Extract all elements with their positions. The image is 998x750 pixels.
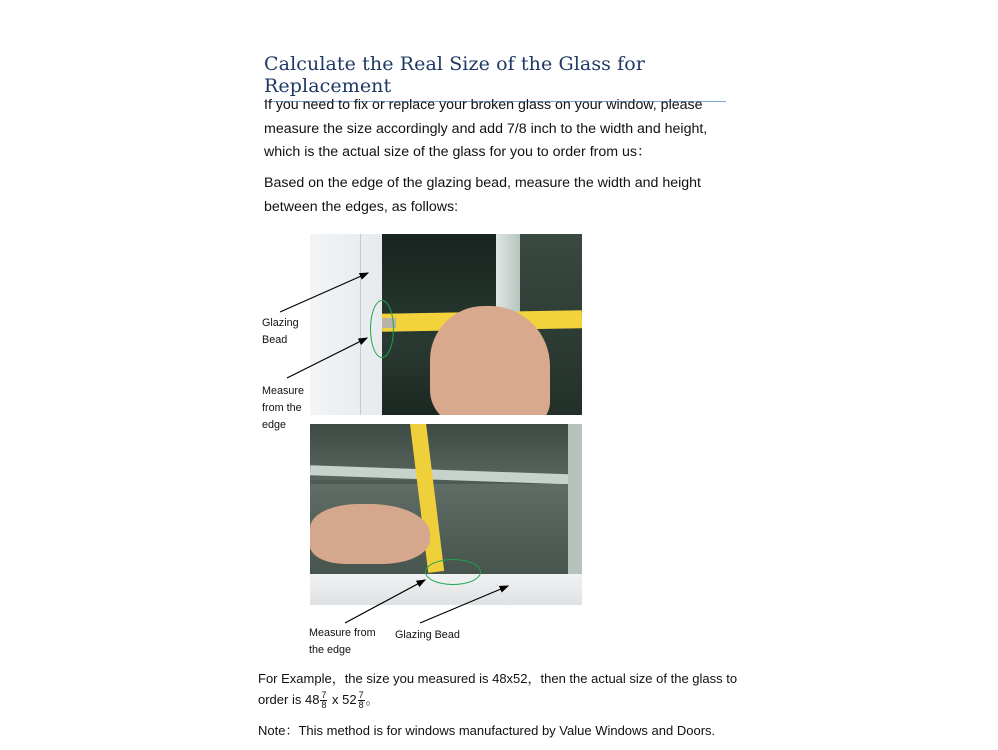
highlight-circle	[370, 300, 394, 358]
intro-line: measure the size accordingly and add 7/8 inch to the width and height,	[264, 120, 708, 137]
label-measure-from-edge-2: Measure from the edge	[309, 627, 376, 656]
hand	[310, 504, 430, 564]
highlight-circle	[425, 559, 481, 585]
intro-line: which is the actual size of the glass for you to order from us：	[264, 144, 652, 160]
note-paragraph: Note：This method is for windows manufactured by Value Windows and Doors.	[258, 723, 716, 738]
label-glazing-bead-1: Glazing Bead	[262, 317, 299, 346]
fraction: $\frac{7}{8}$	[358, 690, 364, 711]
intro-line: If you need to fix or replace your broken glass on your window, please	[264, 97, 703, 113]
method-line: between the edges, as follows:	[264, 198, 459, 215]
method-paragraph	[264, 172, 734, 219]
example-paragraph: For Example，the size you measured is 48x52，then the actual size of the glass to order is 48 $\frac{7}{8}$ x 52 $\frac{7}{8}$ 。	[258, 671, 738, 711]
label-glazing-bead-2: Glazing Bead	[395, 629, 460, 641]
hand	[430, 306, 550, 415]
example-result: order is 48 $\frac{7}{8}$ x 52 $\frac{7}{8}$ 。	[258, 690, 379, 711]
method-line: Based on the edge of the glazing bead, measure the width and height	[264, 175, 701, 191]
photo-width-measurement	[310, 234, 582, 415]
fraction: $\frac{7}{8}$	[321, 690, 327, 711]
page-title: Calculate the Real Size of the Glass for Replacement	[264, 53, 726, 102]
label-measure-from-edge-1: Measure from the edge	[262, 385, 305, 431]
intro-paragraph	[264, 94, 734, 165]
photo-height-measurement	[310, 424, 582, 605]
